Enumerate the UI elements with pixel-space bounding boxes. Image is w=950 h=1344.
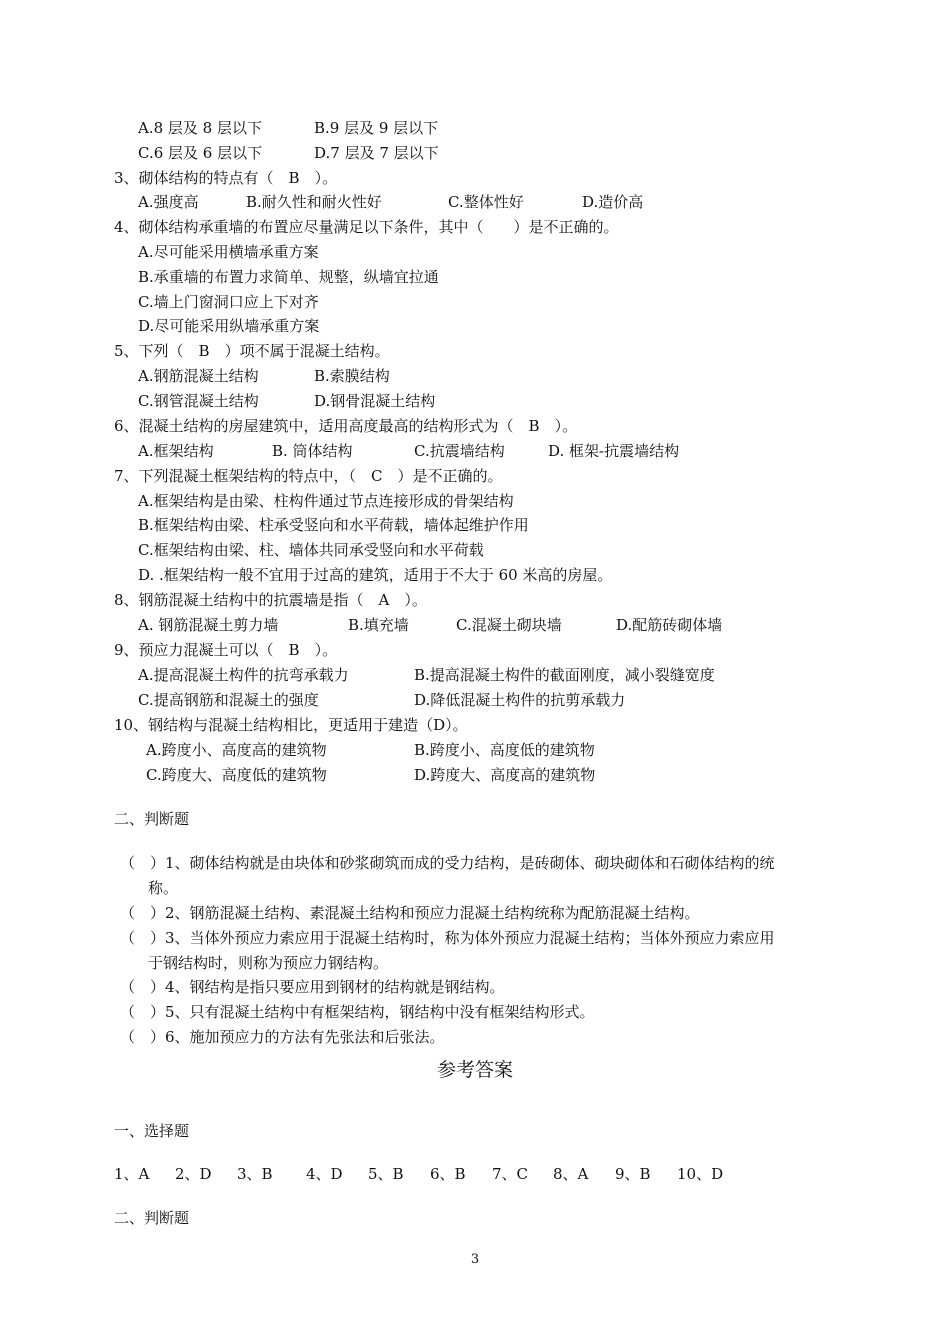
answers-judgment-heading: 二、判断题 xyxy=(114,1209,190,1227)
q5-option-b: B.索膜结构 xyxy=(314,367,390,385)
judgment-item-2: （ ）2、钢筋混凝土结构、素混凝土结构和预应力混凝土结构统称为配筋混凝土结构。 xyxy=(120,904,700,922)
answers-choice-heading: 一、选择题 xyxy=(114,1122,190,1140)
q3-stem: 3、砌体结构的特点有（ B ）。 xyxy=(114,169,338,187)
q8-option-b: B.填充墙 xyxy=(348,616,409,634)
q2-option-a: A.8 层及 8 层以下 xyxy=(138,119,262,137)
q10-stem: 10、钢结构与混凝土结构相比，更适用于建造（D）。 xyxy=(114,716,468,734)
q2-option-b: B.9 层及 9 层以下 xyxy=(314,119,439,137)
q6-option-b: B. 筒体结构 xyxy=(272,442,353,460)
judgment-heading: 二、判断题 xyxy=(114,810,190,828)
answer-item: 10、D xyxy=(677,1165,724,1183)
answer-item: 3、B xyxy=(237,1165,273,1183)
judgment-item-1-line1: （ ）1、砌体结构就是由块体和砂浆砌筑而成的受力结构，是砖砌体、砌块砌体和石砌体结构的统 xyxy=(120,854,775,872)
answer-item: 8、A xyxy=(553,1165,589,1183)
page-number: 3 xyxy=(470,1252,480,1267)
answer-item: 9、B xyxy=(615,1165,651,1183)
q6-option-d: D. 框架-抗震墙结构 xyxy=(548,442,680,460)
q3-option-b: B.耐久性和耐火性好 xyxy=(246,193,382,211)
answer-item: 2、D xyxy=(175,1165,212,1183)
q9-stem: 9、预应力混凝土可以（ B ）。 xyxy=(114,641,338,659)
q3-option-d: D.造价高 xyxy=(582,193,644,211)
q10-option-b: B.跨度小、高度低的建筑物 xyxy=(414,741,595,759)
q8-stem: 8、钢筋混凝土结构中的抗震墙是指（ A ）。 xyxy=(114,591,427,609)
q7-option-a: A.框架结构是由梁、柱构件通过节点连接形成的骨架结构 xyxy=(138,492,514,510)
q5-option-a: A.钢筋混凝土结构 xyxy=(138,367,259,385)
q9-option-d: D.降低混凝土构件的抗剪承载力 xyxy=(414,691,626,709)
judgment-item-5: （ ）5、只有混凝土结构中有框架结构，钢结构中没有框架结构形式。 xyxy=(120,1003,595,1021)
q7-option-d: D. .框架结构一般不宜用于过高的建筑，适用于不大于 60 米高的房屋。 xyxy=(138,566,613,584)
judgment-item-3-line2: 于钢结构时，则称为预应力钢结构。 xyxy=(148,954,389,972)
answer-item: 1、A xyxy=(114,1165,150,1183)
q9-option-c: C.提高钢筋和混凝土的强度 xyxy=(138,691,319,709)
q10-option-c: C.跨度大、高度低的建筑物 xyxy=(146,766,327,784)
q10-option-a: A.跨度小、高度高的建筑物 xyxy=(146,741,327,759)
judgment-item-6: （ ）6、施加预应力的方法有先张法和后张法。 xyxy=(120,1028,445,1046)
answer-item: 7、C xyxy=(492,1165,529,1183)
q3-option-c: C.整体性好 xyxy=(448,193,524,211)
q6-option-c: C.抗震墙结构 xyxy=(414,442,505,460)
q2-option-c: C.6 层及 6 层以下 xyxy=(138,144,263,162)
q5-option-c: C.钢管混凝土结构 xyxy=(138,392,259,410)
answers-title: 参考答案 xyxy=(436,1059,513,1081)
q8-option-c: C.混凝土砌块墙 xyxy=(456,616,562,634)
answer-item: 4、D xyxy=(306,1165,343,1183)
q4-option-b: B.承重墙的布置力求简单、规整，纵墙宜拉通 xyxy=(138,268,439,286)
q4-option-d: D.尽可能采用纵墙承重方案 xyxy=(138,317,320,335)
q3-option-a: A.强度高 xyxy=(138,193,199,211)
q8-option-a: A. 钢筋混凝土剪力墙 xyxy=(138,616,279,634)
judgment-item-3-line1: （ ）3、当体外预应力索应用于混凝土结构时，称为体外预应力混凝土结构；当体外预应力索应用 xyxy=(120,929,775,947)
q8-option-d: D.配筋砖砌体墙 xyxy=(616,616,723,634)
q7-option-b: B.框架结构由梁、柱承受竖向和水平荷载，墙体起维护作用 xyxy=(138,516,529,534)
q4-option-a: A.尽可能采用横墙承重方案 xyxy=(138,243,319,261)
q10-option-d: D.跨度大、高度高的建筑物 xyxy=(414,766,596,784)
q6-option-a: A.框架结构 xyxy=(138,442,214,460)
q5-stem: 5、下列（ B ）项不属于混凝土结构。 xyxy=(114,342,390,360)
q7-stem: 7、下列混凝土框架结构的特点中，（ C ）是不正确的。 xyxy=(114,467,503,485)
q4-option-c: C.墙上门窗洞口应上下对齐 xyxy=(138,293,319,311)
q7-option-c: C.框架结构由梁、柱、墙体共同承受竖向和水平荷载 xyxy=(138,541,484,559)
q4-stem: 4、砌体结构承重墙的布置应尽量满足以下条件，其中（ ）是不正确的。 xyxy=(114,218,619,236)
q9-option-b: B.提高混凝土构件的截面刚度，减小裂缝宽度 xyxy=(414,666,715,684)
answer-item: 5、B xyxy=(368,1165,404,1183)
q5-option-d: D.钢骨混凝土结构 xyxy=(314,392,436,410)
judgment-item-1-line2: 称。 xyxy=(148,879,179,897)
q2-option-d: D.7 层及 7 层以下 xyxy=(314,144,439,162)
q6-stem: 6、混凝土结构的房屋建筑中，适用高度最高的结构形式为（ B ）。 xyxy=(114,417,578,435)
q9-option-a: A.提高混凝土构件的抗弯承载力 xyxy=(138,666,349,684)
answer-item: 6、B xyxy=(430,1165,466,1183)
judgment-item-4: （ ）4、钢结构是指只要应用到钢材的结构就是钢结构。 xyxy=(120,978,505,996)
